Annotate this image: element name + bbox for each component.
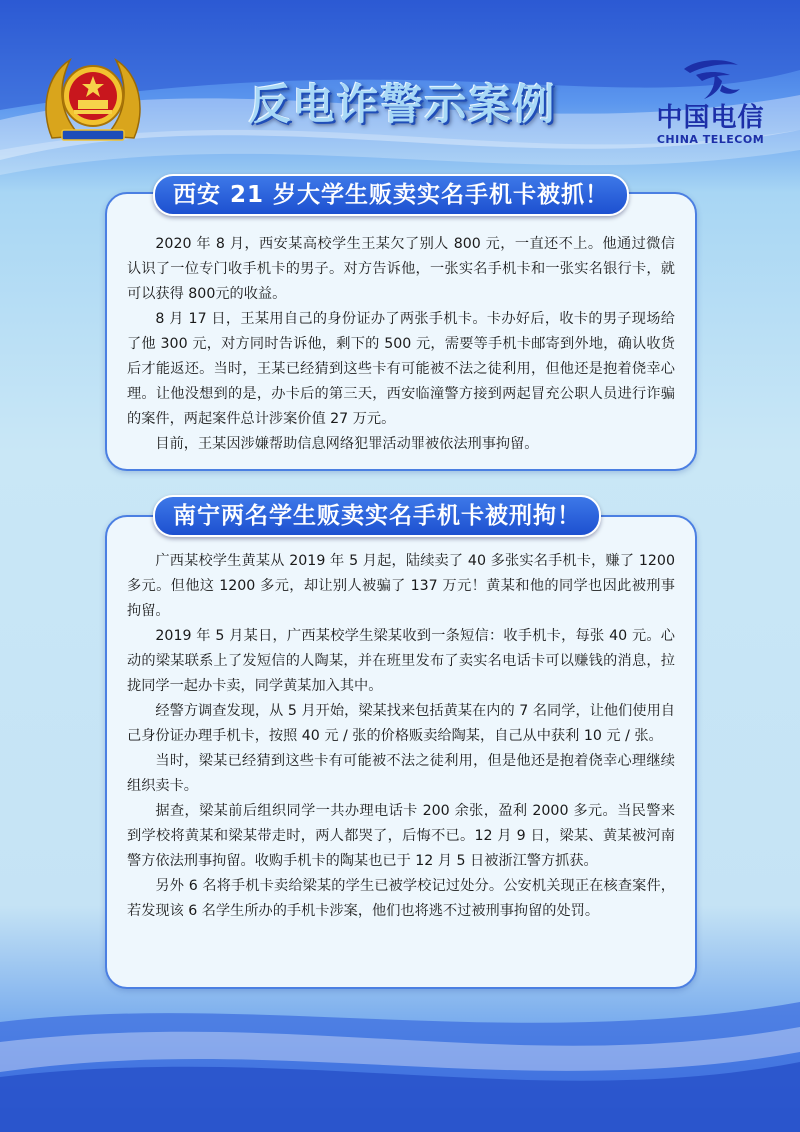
case-paragraph: 2019 年 5 月某日，广西某校学生梁某收到一条短信：收手机卡，每张 40 元。心动的梁某联系上了发短信的人陶某，并在班里发布了卖实名电话卡可以赚钱的消息，拉拢同学一起办卡卖，同学黄某加入其中。 xyxy=(127,628,675,694)
brand-block xyxy=(648,55,773,165)
case-paragraph: 8 月 17 日，王某用自己的身份证办了两张手机卡。卡办好后，收卡的男子现场给了他 300 元，对方同时告诉他，剩下的 500 元，需要等手机卡邮寄到外地，确认收货后才能返还。当时，王某已经猜到这些卡有可能被不法之徒利用，但他还是抱着侥幸心理。让他没想到的是，办卡后的第三天，西安临潼警方接到两起冒充公职人员进行诈骗的案件，两起案件总计涉案价值 27 万元。 xyxy=(127,311,675,427)
police-emblem-icon xyxy=(40,50,146,146)
case-paragraph: 广西某校学生黄某从 2019 年 5 月起，陆续卖了 40 多张实名手机卡，赚了 1200 多元。但他这 1200 多元，却让别人被骗了 137 万元！黄某和他的同学也因此被刑事拘留。 xyxy=(127,553,675,619)
case-paragraph: 当时，梁某已经猜到这些卡有可能被不法之徒利用，但是他还是抱着侥幸心理继续组织卖卡。 xyxy=(127,753,675,794)
brand-name-en: CHINA TELECOM xyxy=(656,133,765,146)
case-paragraph: 2020 年 8 月，西安某高校学生王某欠了别人 800 元，一直还不上。他通过微信认识了一位专门收手机卡的男子。对方告诉他，一张实名手机卡和一张实名银行卡，就可以获得 800元的收益。 xyxy=(127,236,675,302)
case-body xyxy=(127,549,675,924)
case-card-2 xyxy=(105,503,697,989)
case-paragraph: 另外 6 名将手机卡卖给梁某的学生已被学校记过处分。公安机关现正在核查案件，若发现该 6 名学生所办的手机卡涉案，他们也将逃不过被刑事拘留的处罚。 xyxy=(127,878,675,919)
case-paragraph: 据查，梁某前后组织同学一共办理电话卡 200 余张，盈利 2000 多元。当民警来到学校将黄某和梁某带走时，两人都哭了，后悔不已。12 月 9 日，梁某、黄某被河南警方依法刑事拘留。收购手机卡的陶某也已于 12 月 5 日被浙江警方抓获。 xyxy=(127,803,675,869)
title-banner xyxy=(225,70,580,140)
case-body xyxy=(127,232,675,457)
footer-wave-decoration xyxy=(0,982,800,1132)
case-card-1 xyxy=(105,182,697,471)
china-telecom-logo-icon xyxy=(676,55,746,103)
case-paragraph: 目前，王某因涉嫌帮助信息网络犯罪活动罪被依法刑事拘留。 xyxy=(155,436,539,452)
page-title: 反电诈警示案例 xyxy=(248,80,557,129)
case-title: 南宁两名学生贩卖实名手机卡被刑拘！ xyxy=(153,495,601,537)
brand-name-cn: 中国电信 xyxy=(656,103,765,133)
case-paragraph: 经警方调查发现，从 5 月开始，梁某找来包括黄某在内的 7 名同学，让他们使用自己身份证办理手机卡，按照 40 元 / 张的价格贩卖给陶某，自己从中获利 10 元 / 张。 xyxy=(127,703,675,744)
case-title: 西安 21 岁大学生贩卖实名手机卡被抓！ xyxy=(153,174,629,216)
